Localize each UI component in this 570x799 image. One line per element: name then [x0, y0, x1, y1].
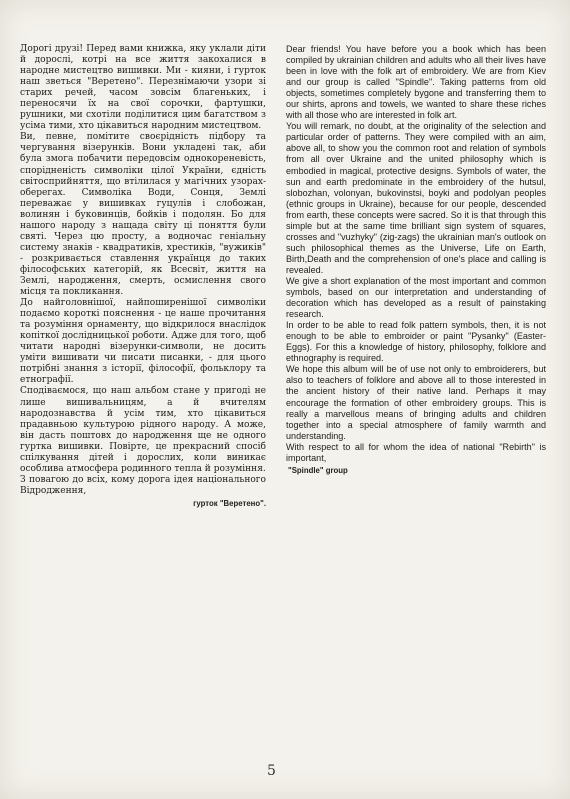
ua-signature: гурток "Веретено". [193, 498, 266, 508]
en-paragraph-6: With respect to all for whom the idea of national "Rebirth" is important, [286, 441, 546, 463]
en-paragraph-3: We give a short explanation of the most important and common symbols, based on our interpretation and understanding of decoration which has developed as a result of painstaking research. [286, 275, 546, 320]
ua-paragraph-5: З повагою до всіх, кому дорога ідея національного Відродження, [20, 474, 266, 496]
ua-paragraph-2: Ви, певне, помітите своєрідність підбору та чергування візерунків. Вони укладені так, аби була змога побачити передовсім однокореневість, споріднeність символіки цілої України, єдність світосприйняття, що втілилася у магічних узорах-оберегах. Символіка Води, Сонця, Землі переважає у вишивках гуцулів і слобожан, волинян і буковинців, бойків і подолян. Бо для нашого народу з нащада світу ці поняття були святі. Через цю просту, а водночас геніальну систему знаків - квадратиків, хрестиків, "вужиків" - розкривається ставлення українця до таких філософських категорій, як Всесвіт, життя на Землі, народження, смерть, осмислення свого місця та покликання. [20, 132, 266, 298]
en-signature: "Spindle" group [288, 465, 348, 475]
ua-paragraph-1: Дорогі друзі! Перед вами книжка, яку уклали діти й дорослі, котрі на все життя закохалися в народне мистецтво вишивки. Ми - кияни, і гурток наш зветься "Веретено". Перезнімаючи узори зі старих речей, часом зовсім благеньких, і переносячи їх на свої сорочки, фартушки, рушники, ми схотіли поділитися цим багатством з усіма тими, хто цікавиться народним мистецтвом. [20, 44, 266, 132]
en-paragraph-2: You will remark, no doubt, at the originality of the selection and particular order of patterns. They were compiled with an aim, above all, to show you the common root and relation of symbols from all over Ukraine and the united philosophy which is embodied in magical, protective designs. Symbols of water, the sun and earth predominate in the embroidery of the hutsul, slobozhan, volonyan, bukovinstsi, boyki and podolyan peoples (ethnic groups in Ukraine), because for our people, descended from earth, these concepts were sacred. So it is that through this simple but at the same time brilliant sign system of squares, crosses and "vuzhyky" (zig-zags) the ukrainian man's outlook on such philosophical themes as the Universe, Life on Earth, Birth,Death and the comprehension of one's place and calling is revealed. [286, 121, 546, 275]
en-paragraph-4: In order to be able to read folk pattern symbols, then, it is not enough to be able to embroider or paint "Pysanky" (Easter-Eggs). For this a knowledge of history, philosophy, folklore and ethnography is required. [286, 320, 546, 364]
ua-paragraph-3: До найголовнішої, найпоширенішої символіки подаємо короткі пояснення - це наше прочитання та розуміння орнаменту, що відкрилося внаслідок копіткої дослідницької роботи. Адже для того, щоб читати народні візерунки-символи, не досить уміти вишивати чи писати писанки, - для цього потрібні знання з історії, філософії, фольклору та етнографії. [20, 298, 266, 386]
ua-paragraph-4: Сподіваємося, що наш альбом стане у пригоді не лише вишивальницям, а й вчителям народознавства й усім тим, хто цікавиться прадавньою культурою рідного народу. А може, він дасть поштовх до народження ще не одного гуртка вишивки. Повірте, це прекрасний спосіб спілкування дітей і дорослих, коли виникає особлива атмосфера родинного тепла й розуміння. [20, 386, 266, 474]
page-number: 5 [267, 763, 276, 779]
ukrainian-text-column [20, 44, 266, 509]
en-paragraph-5: We hope this album will be of use not only to embroiderers, but also to teachers of folklore and above all to those interested in the ancient history of their native land. Perhaps it may encourage the formation of other embroidery groups. This is really a marvellous means of bringing adults and children together into a special atmosphere of family warmth and understanding. [286, 364, 546, 441]
en-paragraph-1: Dear friends! You have before you a book which has been compiled by ukrainian children and adults who all their lives have been in love with the folk art of embroidery. We are from Kiev and our group is called "Spindle". Taking patterns from old objects, sometimes completely bygone and transferring them to our shirts, aprons and towels, we wanted to share these riches with all those who are interested in folk art. [286, 44, 546, 121]
english-text-column [286, 44, 546, 476]
